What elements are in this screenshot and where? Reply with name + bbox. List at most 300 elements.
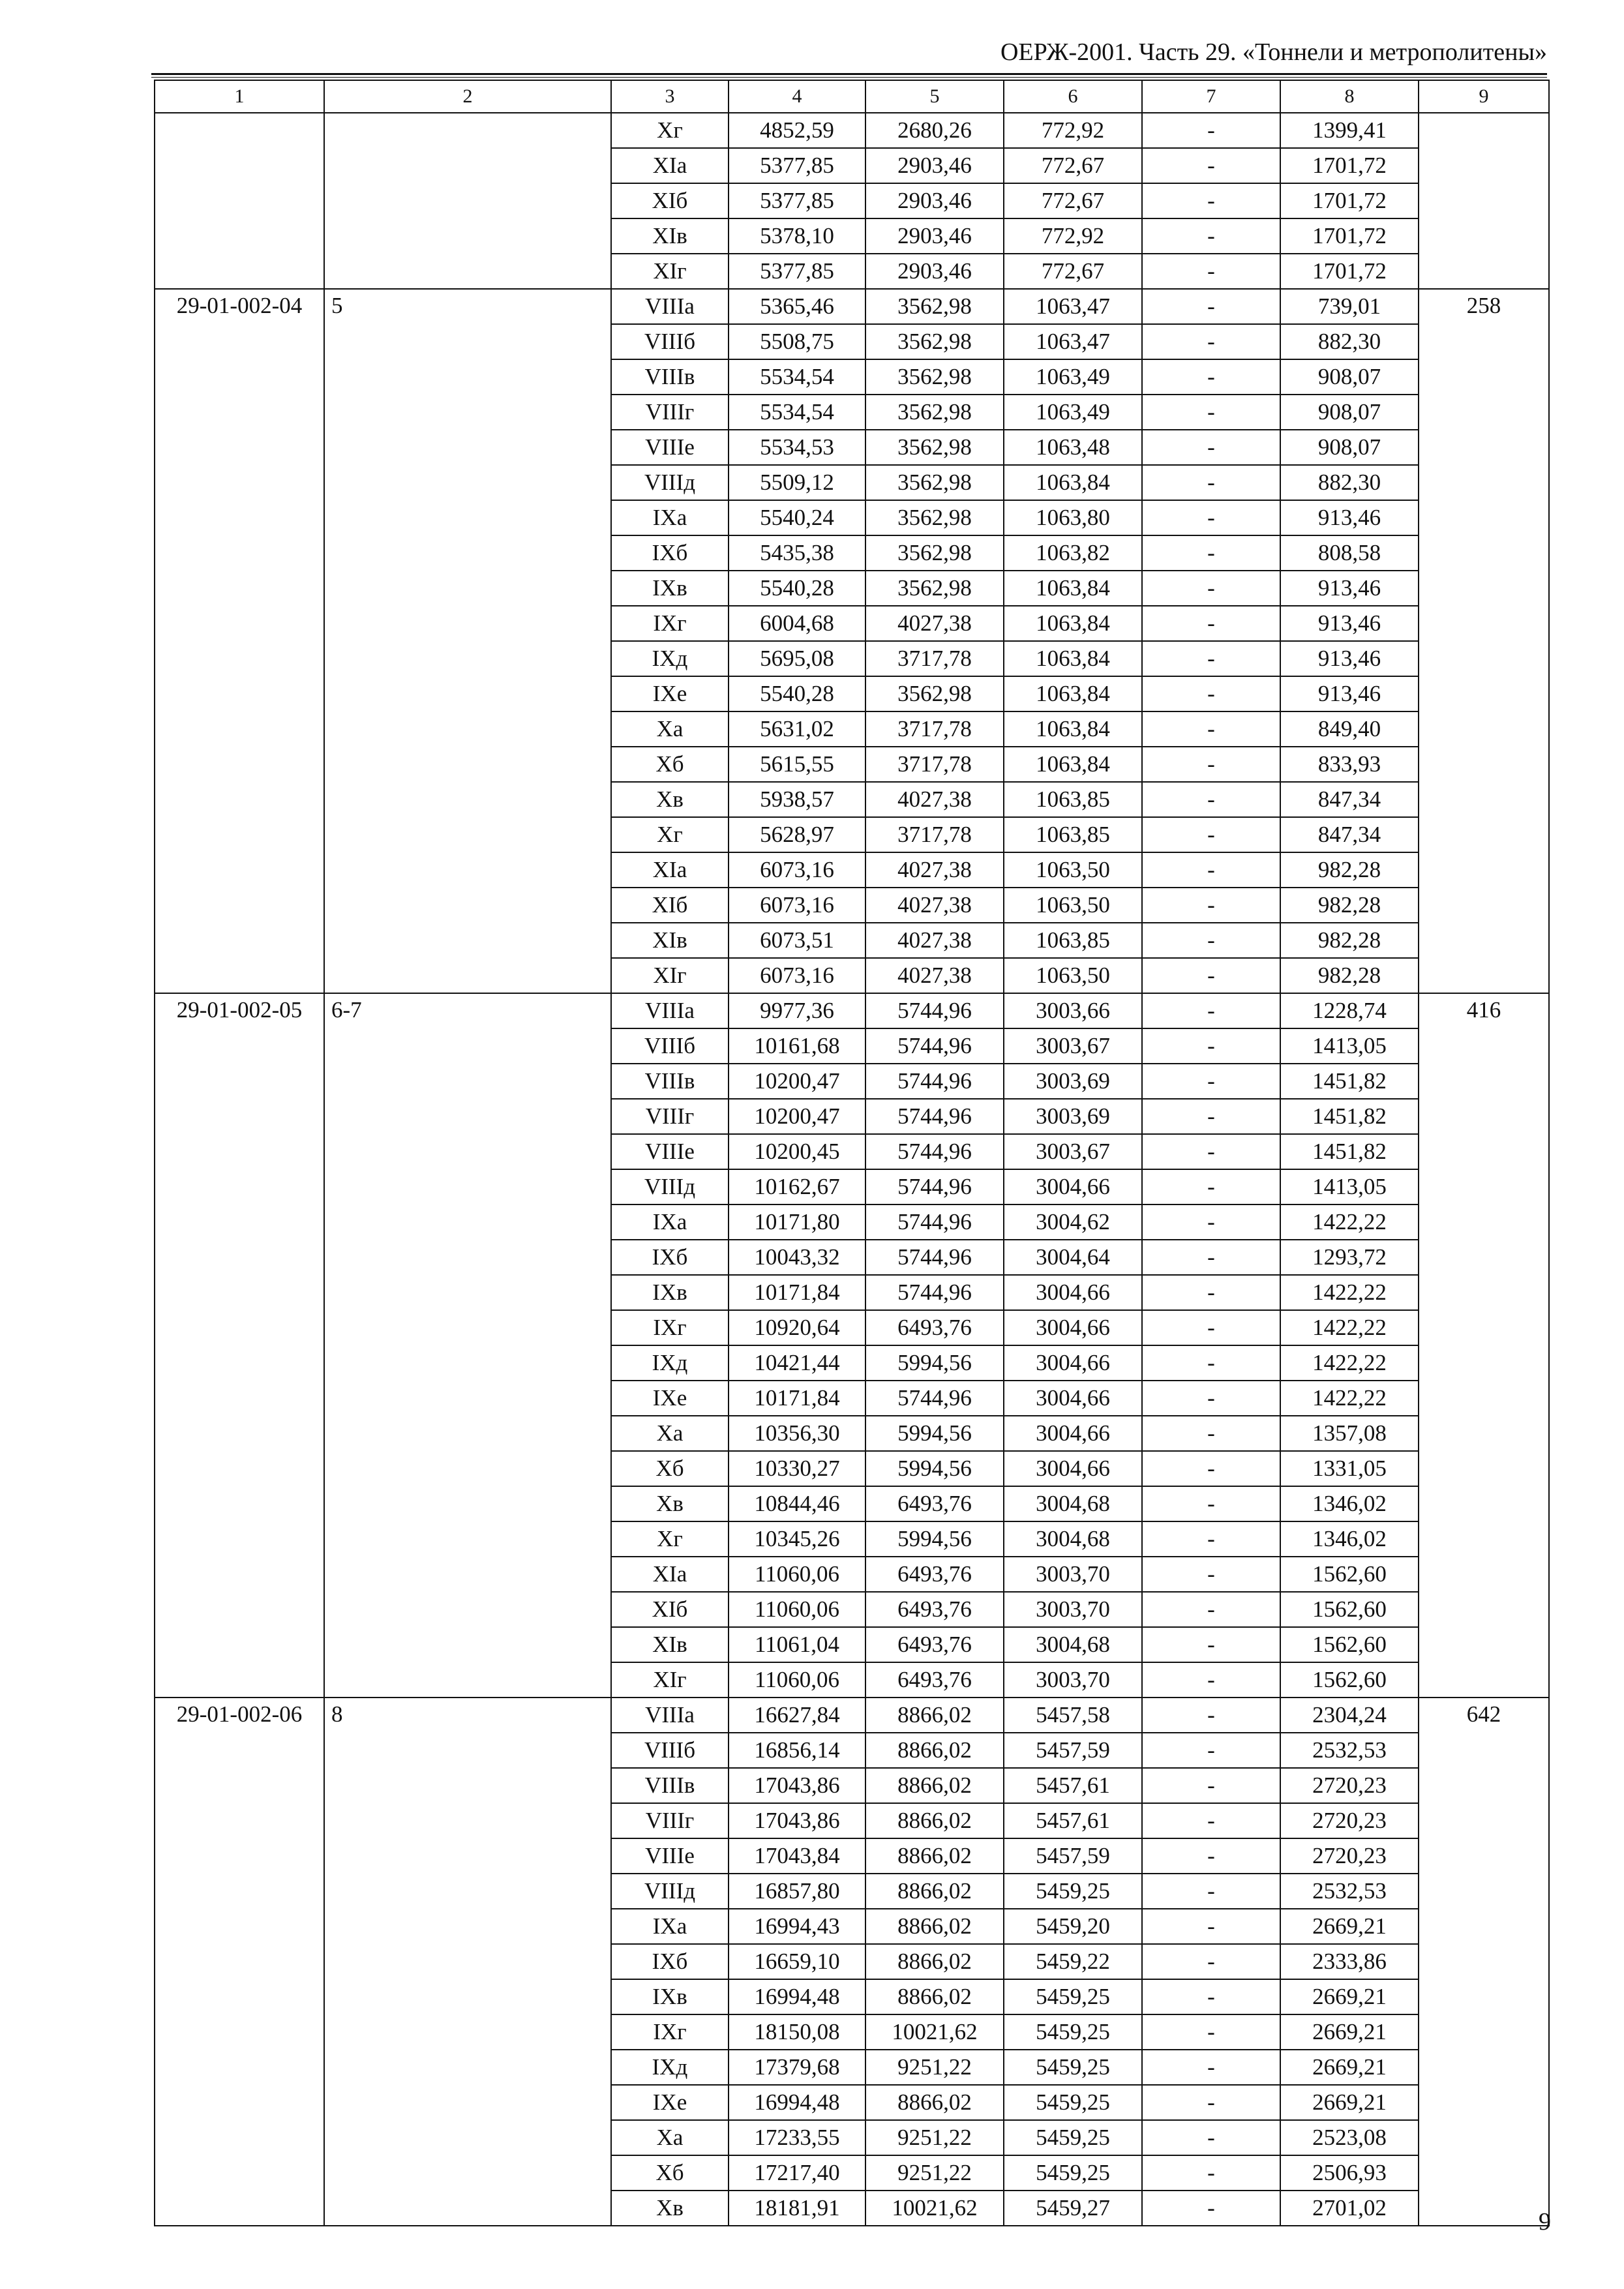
- cell-machine-cost: 1063,85: [1004, 817, 1142, 852]
- cell-materials-cost: 2304,24: [1280, 1698, 1419, 1733]
- cell-total-cost: 5534,53: [729, 430, 865, 465]
- cell-materials-cost: 908,07: [1280, 430, 1419, 465]
- cell-labor-cost: 4027,38: [865, 852, 1004, 888]
- cell-total-cost: 11060,06: [729, 1557, 865, 1592]
- cell-resource-category: VIIIб: [611, 1733, 729, 1768]
- cell-total-cost: 5534,54: [729, 395, 865, 430]
- cell-total-cost: 10844,46: [729, 1486, 865, 1521]
- cell-labor-cost: 5744,96: [865, 1204, 1004, 1240]
- cell-materials-cost: 1701,72: [1280, 254, 1419, 289]
- cell-resource-category: IXд: [611, 2050, 729, 2085]
- cell-resource-category: XIб: [611, 888, 729, 923]
- cell-total-cost: 5631,02: [729, 711, 865, 747]
- cell-labor-cost: 8866,02: [865, 1733, 1004, 1768]
- cell-materials-cost: 849,40: [1280, 711, 1419, 747]
- cell-col7: -: [1142, 782, 1280, 817]
- cell-resource-category: Xб: [611, 747, 729, 782]
- cell-total-cost: 6004,68: [729, 606, 865, 641]
- cell-rate-code: 29-01-002-04: [155, 289, 324, 993]
- cell-tunnel-group: 6-7: [324, 993, 611, 1698]
- cell-resource-category: IXб: [611, 1944, 729, 1979]
- cell-machine-cost: 772,67: [1004, 148, 1142, 183]
- cell-machine-cost: 1063,84: [1004, 465, 1142, 500]
- column-number: 7: [1142, 80, 1280, 113]
- cell-labor-cost: 10021,62: [865, 2014, 1004, 2050]
- cell-col7: -: [1142, 1028, 1280, 1064]
- cell-resource-category: IXг: [611, 606, 729, 641]
- cell-col7: -: [1142, 1099, 1280, 1134]
- cell-machine-cost: 5457,61: [1004, 1803, 1142, 1838]
- cell-labor-cost: 8866,02: [865, 1803, 1004, 1838]
- cell-total-cost: 10171,84: [729, 1275, 865, 1310]
- cell-labor-cost: 6493,76: [865, 1627, 1004, 1662]
- cell-resource-category: VIIIе: [611, 1838, 729, 1874]
- cell-machine-cost: 1063,50: [1004, 958, 1142, 993]
- cell-col7: -: [1142, 852, 1280, 888]
- cell-total-cost: 10200,47: [729, 1064, 865, 1099]
- cell-resource-category: VIIIд: [611, 1874, 729, 1909]
- cell-machine-cost: 1063,50: [1004, 852, 1142, 888]
- cell-materials-cost: 982,28: [1280, 923, 1419, 958]
- cell-labor-cost: 3562,98: [865, 359, 1004, 395]
- cell-machine-cost: 1063,84: [1004, 606, 1142, 641]
- cell-materials-cost: 1701,72: [1280, 148, 1419, 183]
- cell-labor-cost: 9251,22: [865, 2050, 1004, 2085]
- cell-labor-cost: 6493,76: [865, 1486, 1004, 1521]
- cell-labor-cost: 3717,78: [865, 641, 1004, 676]
- cell-total-cost: 16994,43: [729, 1909, 865, 1944]
- cell-labor-cost: 6493,76: [865, 1310, 1004, 1345]
- cell-labor-cost: 3562,98: [865, 571, 1004, 606]
- cell-machine-cost: 3003,67: [1004, 1134, 1142, 1169]
- cell-materials-cost: 1413,05: [1280, 1028, 1419, 1064]
- cell-materials-cost: 1331,05: [1280, 1451, 1419, 1486]
- cell-total-cost: 5540,28: [729, 571, 865, 606]
- cell-col7: -: [1142, 254, 1280, 289]
- cell-resource-category: VIIIе: [611, 1134, 729, 1169]
- cell-total-cost: 6073,16: [729, 958, 865, 993]
- cell-col7: -: [1142, 395, 1280, 430]
- cell-resource-category: VIIIв: [611, 359, 729, 395]
- cell-col7: -: [1142, 1733, 1280, 1768]
- cell-materials-cost: 2532,53: [1280, 1733, 1419, 1768]
- cell-labor-cost: 3562,98: [865, 500, 1004, 535]
- cell-total-cost: 10421,44: [729, 1345, 865, 1381]
- cell-materials-cost: 882,30: [1280, 324, 1419, 359]
- cell-col7: -: [1142, 2155, 1280, 2191]
- cell-labor-cost: 3562,98: [865, 676, 1004, 711]
- cell-materials-cost: 1422,22: [1280, 1381, 1419, 1416]
- cell-resource-category: IXд: [611, 641, 729, 676]
- cell-total-cost: 11060,06: [729, 1662, 865, 1698]
- cell-materials-cost: 908,07: [1280, 359, 1419, 395]
- cell-col7: -: [1142, 571, 1280, 606]
- cell-resource-category: VIIIа: [611, 289, 729, 324]
- cell-total-cost: 5435,38: [729, 535, 865, 571]
- cell-labor-cost: 8866,02: [865, 1768, 1004, 1803]
- cell-labor-cost: 6493,76: [865, 1662, 1004, 1698]
- cell-total-cost: 17233,55: [729, 2120, 865, 2155]
- cell-machine-cost: 5457,59: [1004, 1733, 1142, 1768]
- cell-materials-cost: 2532,53: [1280, 1874, 1419, 1909]
- cell-resource-category: Xа: [611, 711, 729, 747]
- cell-col7: -: [1142, 676, 1280, 711]
- cell-resource-category: VIIIб: [611, 324, 729, 359]
- cell-machine-cost: 5459,25: [1004, 2120, 1142, 2155]
- cell-total-cost: 17217,40: [729, 2155, 865, 2191]
- cell-labor-cost: 5744,96: [865, 1275, 1004, 1310]
- cell-materials-cost: 913,46: [1280, 500, 1419, 535]
- cell-resource-category: IXб: [611, 535, 729, 571]
- cell-col7: -: [1142, 923, 1280, 958]
- cell-total-cost: 10200,47: [729, 1099, 865, 1134]
- cell-resource-category: VIIIд: [611, 1169, 729, 1204]
- cell-col7: -: [1142, 1275, 1280, 1310]
- cell-col7: -: [1142, 2085, 1280, 2120]
- cell-resource-category: VIIIв: [611, 1064, 729, 1099]
- cell-materials-cost: 739,01: [1280, 289, 1419, 324]
- cell-col7: -: [1142, 1979, 1280, 2014]
- cell-col7: -: [1142, 1240, 1280, 1275]
- cell-total-cost: 16627,84: [729, 1698, 865, 1733]
- cell-machine-cost: 3004,68: [1004, 1627, 1142, 1662]
- cell-col7: -: [1142, 465, 1280, 500]
- cell-materials-cost: 1451,82: [1280, 1064, 1419, 1099]
- cell-resource-category: IXе: [611, 2085, 729, 2120]
- cell-total-cost: 6073,16: [729, 852, 865, 888]
- cell-total-cost: 5615,55: [729, 747, 865, 782]
- cell-col7: -: [1142, 1662, 1280, 1698]
- cell-labor-cost: 8866,02: [865, 2085, 1004, 2120]
- cell-total-cost: 10171,80: [729, 1204, 865, 1240]
- cell-materials-cost: 1346,02: [1280, 1486, 1419, 1521]
- cell-labor-cost: 8866,02: [865, 1838, 1004, 1874]
- cell-resource-category: XIг: [611, 254, 729, 289]
- cell-weight-empty: [1419, 113, 1549, 289]
- cell-resource-category: IXа: [611, 1909, 729, 1944]
- cell-group-empty: [324, 113, 611, 289]
- cell-total-cost: 11060,06: [729, 1592, 865, 1627]
- cell-machine-cost: 3003,70: [1004, 1557, 1142, 1592]
- cell-resource-category: XIг: [611, 1662, 729, 1698]
- cell-total-cost: 16994,48: [729, 2085, 865, 2120]
- cell-weight: 258: [1419, 289, 1549, 993]
- header-rule-thin: [151, 77, 1547, 78]
- cell-col7: -: [1142, 1416, 1280, 1451]
- cell-machine-cost: 3004,62: [1004, 1204, 1142, 1240]
- cell-machine-cost: 3004,68: [1004, 1521, 1142, 1557]
- cell-machine-cost: 5459,20: [1004, 1909, 1142, 1944]
- cell-total-cost: 17043,84: [729, 1838, 865, 1874]
- cell-col7: -: [1142, 1768, 1280, 1803]
- cell-total-cost: 5938,57: [729, 782, 865, 817]
- cell-total-cost: 16856,14: [729, 1733, 865, 1768]
- cell-machine-cost: 3004,66: [1004, 1310, 1142, 1345]
- cell-total-cost: 18181,91: [729, 2191, 865, 2226]
- cell-materials-cost: 2669,21: [1280, 2014, 1419, 2050]
- cell-col7: -: [1142, 1909, 1280, 1944]
- cell-labor-cost: 5744,96: [865, 1169, 1004, 1204]
- cell-resource-category: VIIIа: [611, 993, 729, 1028]
- cell-machine-cost: 3003,69: [1004, 1099, 1142, 1134]
- cell-resource-category: XIб: [611, 1592, 729, 1627]
- rates-table: [154, 80, 1550, 2226]
- cell-materials-cost: 2701,02: [1280, 2191, 1419, 2226]
- cell-machine-cost: 1063,48: [1004, 430, 1142, 465]
- cell-total-cost: 5695,08: [729, 641, 865, 676]
- cell-materials-cost: 908,07: [1280, 395, 1419, 430]
- cell-machine-cost: 3004,66: [1004, 1416, 1142, 1451]
- cell-col7: -: [1142, 1592, 1280, 1627]
- cell-machine-cost: 5459,25: [1004, 1979, 1142, 2014]
- cell-labor-cost: 2903,46: [865, 254, 1004, 289]
- cell-resource-category: Xа: [611, 1416, 729, 1451]
- cell-resource-category: IXа: [611, 500, 729, 535]
- cell-resource-category: IXв: [611, 1979, 729, 2014]
- cell-col7: -: [1142, 888, 1280, 923]
- cell-resource-category: VIIIг: [611, 1099, 729, 1134]
- cell-resource-category: Xв: [611, 2191, 729, 2226]
- cell-total-cost: 5534,54: [729, 359, 865, 395]
- cell-machine-cost: 5459,25: [1004, 1874, 1142, 1909]
- cell-col7: -: [1142, 1381, 1280, 1416]
- cell-total-cost: 5540,28: [729, 676, 865, 711]
- cell-materials-cost: 1422,22: [1280, 1310, 1419, 1345]
- cell-resource-category: Xб: [611, 2155, 729, 2191]
- cell-labor-cost: 2680,26: [865, 113, 1004, 148]
- cell-machine-cost: 3004,66: [1004, 1275, 1142, 1310]
- cell-materials-cost: 913,46: [1280, 641, 1419, 676]
- cell-resource-category: VIIIд: [611, 465, 729, 500]
- cell-col7: -: [1142, 113, 1280, 148]
- cell-col7: -: [1142, 958, 1280, 993]
- cell-labor-cost: 3562,98: [865, 430, 1004, 465]
- cell-materials-cost: 2669,21: [1280, 2050, 1419, 2085]
- cell-labor-cost: 3562,98: [865, 289, 1004, 324]
- cell-labor-cost: 5744,96: [865, 993, 1004, 1028]
- cell-labor-cost: 9251,22: [865, 2155, 1004, 2191]
- cell-col7: -: [1142, 1698, 1280, 1733]
- cell-total-cost: 6073,16: [729, 888, 865, 923]
- cell-total-cost: 10920,64: [729, 1310, 865, 1345]
- cell-labor-cost: 5744,96: [865, 1099, 1004, 1134]
- cell-resource-category: XIб: [611, 183, 729, 218]
- cell-total-cost: 11061,04: [729, 1627, 865, 1662]
- cell-resource-category: VIIIг: [611, 1803, 729, 1838]
- cell-col7: -: [1142, 324, 1280, 359]
- cell-labor-cost: 4027,38: [865, 606, 1004, 641]
- cell-materials-cost: 1451,82: [1280, 1099, 1419, 1134]
- cell-machine-cost: 3004,66: [1004, 1451, 1142, 1486]
- cell-total-cost: 6073,51: [729, 923, 865, 958]
- cell-labor-cost: 5744,96: [865, 1134, 1004, 1169]
- cell-resource-category: IXд: [611, 1345, 729, 1381]
- cell-materials-cost: 847,34: [1280, 817, 1419, 852]
- cell-resource-category: IXе: [611, 1381, 729, 1416]
- cell-labor-cost: 5744,96: [865, 1240, 1004, 1275]
- cell-machine-cost: 3003,70: [1004, 1662, 1142, 1698]
- cell-machine-cost: 772,92: [1004, 218, 1142, 254]
- column-number: 6: [1004, 80, 1142, 113]
- cell-machine-cost: 5459,25: [1004, 2014, 1142, 2050]
- cell-machine-cost: 1063,85: [1004, 923, 1142, 958]
- cell-machine-cost: 5457,61: [1004, 1768, 1142, 1803]
- cell-labor-cost: 8866,02: [865, 1979, 1004, 2014]
- cell-labor-cost: 3562,98: [865, 465, 1004, 500]
- cell-machine-cost: 5459,22: [1004, 1944, 1142, 1979]
- cell-machine-cost: 5457,59: [1004, 1838, 1142, 1874]
- cell-materials-cost: 1228,74: [1280, 993, 1419, 1028]
- cell-materials-cost: 2720,23: [1280, 1768, 1419, 1803]
- cell-machine-cost: 1063,80: [1004, 500, 1142, 535]
- cell-labor-cost: 2903,46: [865, 218, 1004, 254]
- cell-col7: -: [1142, 148, 1280, 183]
- cell-machine-cost: 772,67: [1004, 183, 1142, 218]
- cell-col7: -: [1142, 1169, 1280, 1204]
- cell-col7: -: [1142, 359, 1280, 395]
- cell-materials-cost: 1562,60: [1280, 1557, 1419, 1592]
- cell-labor-cost: 8866,02: [865, 1909, 1004, 1944]
- cell-materials-cost: 2333,86: [1280, 1944, 1419, 1979]
- cell-col7: -: [1142, 1345, 1280, 1381]
- cell-machine-cost: 3004,66: [1004, 1169, 1142, 1204]
- cell-col7: -: [1142, 1204, 1280, 1240]
- cell-col7: -: [1142, 218, 1280, 254]
- table-row: [155, 289, 1549, 324]
- cell-tunnel-group: 8: [324, 1698, 611, 2226]
- cell-materials-cost: 1293,72: [1280, 1240, 1419, 1275]
- cell-materials-cost: 1413,05: [1280, 1169, 1419, 1204]
- cell-total-cost: 10345,26: [729, 1521, 865, 1557]
- cell-machine-cost: 1063,84: [1004, 676, 1142, 711]
- cell-col7: -: [1142, 2191, 1280, 2226]
- cell-col7: -: [1142, 289, 1280, 324]
- cell-col7: -: [1142, 1944, 1280, 1979]
- column-number: 4: [729, 80, 865, 113]
- cell-total-cost: 18150,08: [729, 2014, 865, 2050]
- cell-resource-category: IXг: [611, 2014, 729, 2050]
- cell-col7: -: [1142, 1838, 1280, 1874]
- cell-labor-cost: 4027,38: [865, 782, 1004, 817]
- cell-col7: -: [1142, 430, 1280, 465]
- cell-materials-cost: 913,46: [1280, 606, 1419, 641]
- cell-machine-cost: 1063,84: [1004, 571, 1142, 606]
- cell-materials-cost: 833,93: [1280, 747, 1419, 782]
- cell-materials-cost: 1562,60: [1280, 1662, 1419, 1698]
- cell-col7: -: [1142, 711, 1280, 747]
- cell-total-cost: 16659,10: [729, 1944, 865, 1979]
- cell-total-cost: 17043,86: [729, 1768, 865, 1803]
- cell-materials-cost: 913,46: [1280, 571, 1419, 606]
- cell-labor-cost: 4027,38: [865, 923, 1004, 958]
- table-body: [155, 80, 1549, 2226]
- cell-total-cost: 5378,10: [729, 218, 865, 254]
- cell-resource-category: Xг: [611, 817, 729, 852]
- cell-machine-cost: 3004,64: [1004, 1240, 1142, 1275]
- page-header-title: ОЕРЖ-2001. Часть 29. «Тоннели и метрополитены»: [1000, 38, 1547, 66]
- cell-resource-category: Xг: [611, 113, 729, 148]
- cell-total-cost: 10161,68: [729, 1028, 865, 1064]
- cell-resource-category: Xб: [611, 1451, 729, 1486]
- cell-machine-cost: 3003,66: [1004, 993, 1142, 1028]
- cell-col7: -: [1142, 993, 1280, 1028]
- cell-labor-cost: 5744,96: [865, 1381, 1004, 1416]
- cell-total-cost: 5628,97: [729, 817, 865, 852]
- cell-materials-cost: 2669,21: [1280, 1909, 1419, 1944]
- cell-machine-cost: 5459,25: [1004, 2050, 1142, 2085]
- cell-machine-cost: 1063,84: [1004, 711, 1142, 747]
- cell-col7: -: [1142, 183, 1280, 218]
- cell-machine-cost: 772,92: [1004, 113, 1142, 148]
- cell-total-cost: 9977,36: [729, 993, 865, 1028]
- cell-materials-cost: 2523,08: [1280, 2120, 1419, 2155]
- cell-labor-cost: 2903,46: [865, 148, 1004, 183]
- cell-resource-category: Xг: [611, 1521, 729, 1557]
- cell-col7: -: [1142, 1627, 1280, 1662]
- cell-machine-cost: 1063,47: [1004, 289, 1142, 324]
- cell-total-cost: 10200,45: [729, 1134, 865, 1169]
- cell-resource-category: XIа: [611, 148, 729, 183]
- cell-labor-cost: 3717,78: [865, 711, 1004, 747]
- cell-materials-cost: 1562,60: [1280, 1627, 1419, 1662]
- cell-labor-cost: 8866,02: [865, 1698, 1004, 1733]
- cell-machine-cost: 3004,68: [1004, 1486, 1142, 1521]
- cell-machine-cost: 5459,25: [1004, 2085, 1142, 2120]
- cell-col7: -: [1142, 1557, 1280, 1592]
- cell-materials-cost: 808,58: [1280, 535, 1419, 571]
- cell-labor-cost: 6493,76: [865, 1557, 1004, 1592]
- cell-machine-cost: 5457,58: [1004, 1698, 1142, 1733]
- cell-resource-category: VIIIа: [611, 1698, 729, 1733]
- cell-labor-cost: 10021,62: [865, 2191, 1004, 2226]
- cell-total-cost: 5377,85: [729, 183, 865, 218]
- cell-labor-cost: 5994,56: [865, 1521, 1004, 1557]
- cell-materials-cost: 2720,23: [1280, 1838, 1419, 1874]
- table-row: [155, 993, 1549, 1028]
- cell-materials-cost: 2720,23: [1280, 1803, 1419, 1838]
- cell-machine-cost: 1063,82: [1004, 535, 1142, 571]
- cell-resource-category: IXг: [611, 1310, 729, 1345]
- cell-machine-cost: 3004,66: [1004, 1345, 1142, 1381]
- cell-total-cost: 17379,68: [729, 2050, 865, 2085]
- cell-machine-cost: 1063,49: [1004, 359, 1142, 395]
- cell-col7: -: [1142, 2050, 1280, 2085]
- cell-resource-category: IXа: [611, 1204, 729, 1240]
- cell-materials-cost: 1451,82: [1280, 1134, 1419, 1169]
- cell-labor-cost: 5744,96: [865, 1028, 1004, 1064]
- cell-materials-cost: 882,30: [1280, 465, 1419, 500]
- cell-total-cost: 5377,85: [729, 254, 865, 289]
- cell-materials-cost: 1562,60: [1280, 1592, 1419, 1627]
- column-number: 3: [611, 80, 729, 113]
- cell-col7: -: [1142, 641, 1280, 676]
- column-number-row: [155, 80, 1549, 113]
- cell-total-cost: 5540,24: [729, 500, 865, 535]
- cell-labor-cost: 3717,78: [865, 747, 1004, 782]
- cell-materials-cost: 1422,22: [1280, 1204, 1419, 1240]
- cell-col7: -: [1142, 1521, 1280, 1557]
- cell-total-cost: 16994,48: [729, 1979, 865, 2014]
- cell-col7: -: [1142, 1451, 1280, 1486]
- cell-machine-cost: 3003,70: [1004, 1592, 1142, 1627]
- cell-resource-category: Xв: [611, 1486, 729, 1521]
- cell-resource-category: IXе: [611, 676, 729, 711]
- cell-resource-category: VIIIб: [611, 1028, 729, 1064]
- cell-col7: -: [1142, 1134, 1280, 1169]
- cell-total-cost: 5377,85: [729, 148, 865, 183]
- cell-materials-cost: 1399,41: [1280, 113, 1419, 148]
- cell-tunnel-group: 5: [324, 289, 611, 993]
